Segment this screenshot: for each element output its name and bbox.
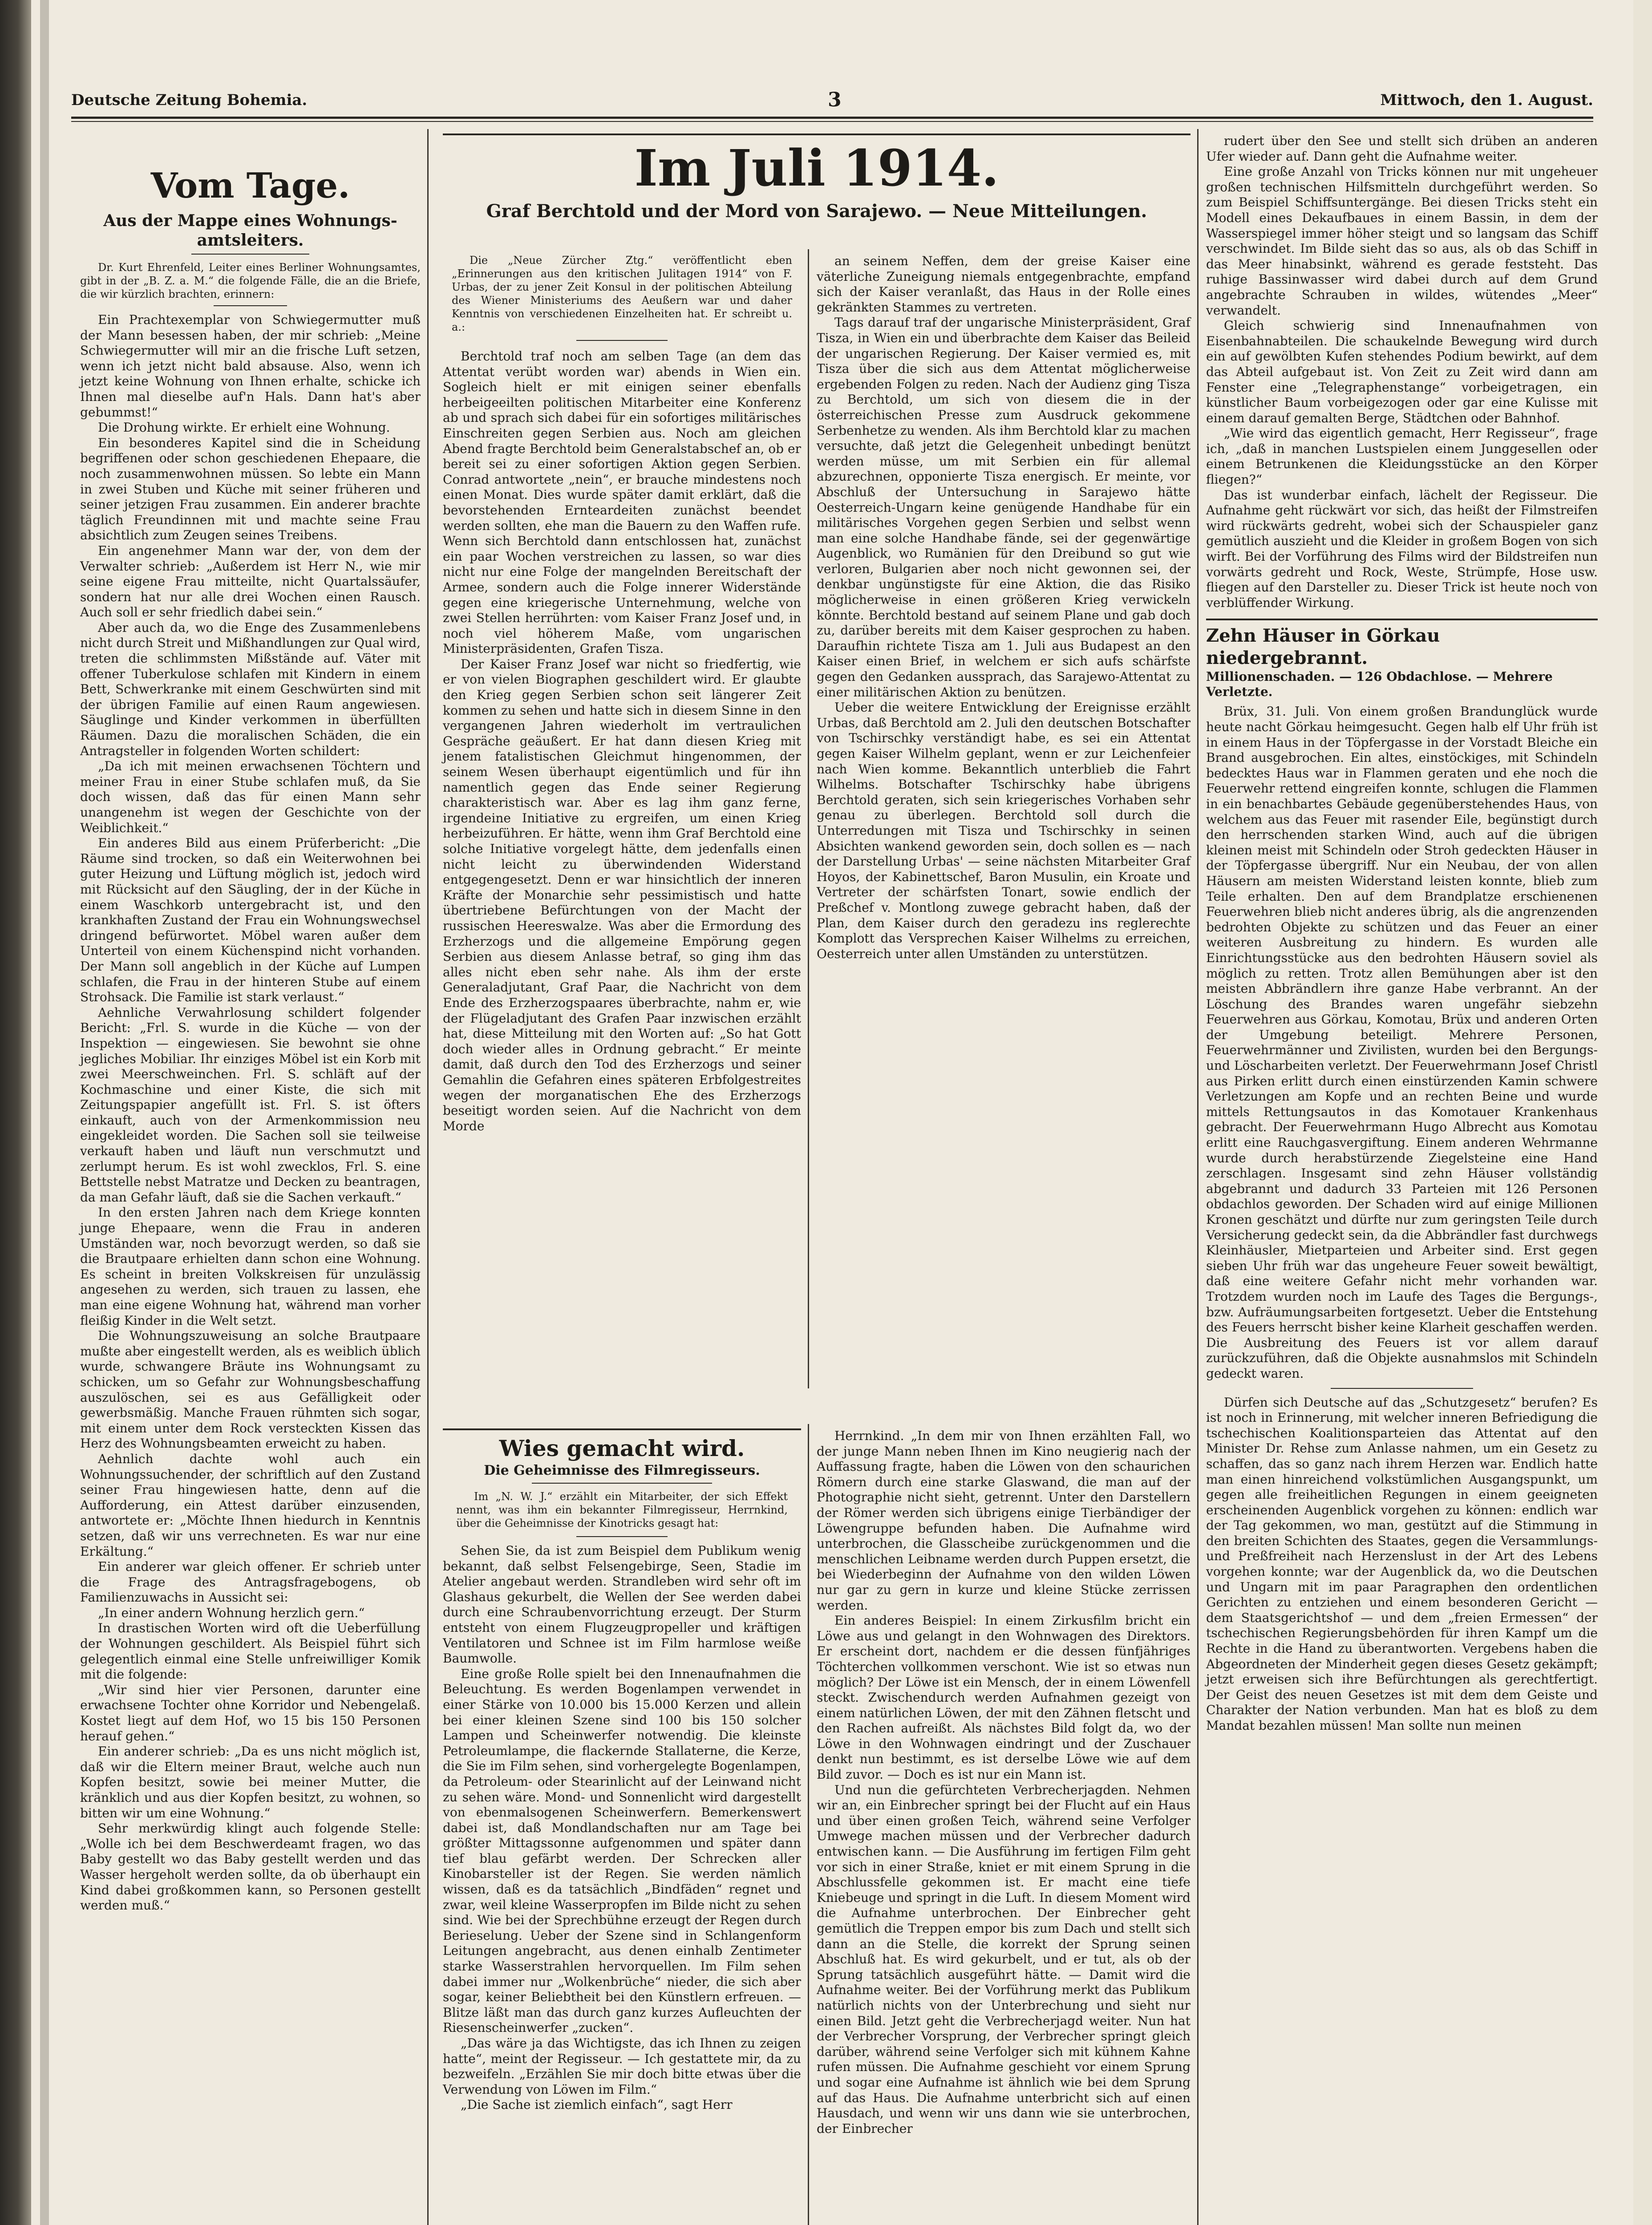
- goerkau-top-rule: [1206, 619, 1598, 620]
- header-date: Mittwoch, den 1. August.: [1380, 91, 1593, 109]
- schutzgesetz-body: [1206, 1395, 1598, 1734]
- vom-tage-paragraph: „In einer andern Wohnung herzlich gern.“: [98, 1605, 365, 1620]
- column-1: [80, 134, 421, 1914]
- vom-tage-subtitle: Aus der Mappe eines Wohnungs- amtsleiters.: [103, 211, 397, 250]
- film-end-paragraph: Das ist wunderbar einfach, lächelt der Regisseur. Die Aufnahme geht rückwärt vor sich, das heißt der Filmstreifen wird rückwärts gedreht, wobei sich der Schauspieler ganz gemütlich auszieht und die Kleider in großem Bogen von sich wirft. Bei der Vorführung des Films wird der Bildstreifen nun vorwärts gedreht und Rock, Weste, Strümpfe, Hose usw. fliegen auf den Darsteller zu. Dieser Trick ist heute noch von verblüffender Wirkung.: [1206, 487, 1598, 610]
- juli-1914-cont-paragraph: Tags darauf traf der ungarische Ministerpräsident, Graf Tisza, in Wien ein und überbrachte dem Kaiser das Beileid der ungarischen Regierung. Der Kaiser vermied es, mit Tisza über die sich aus dem Attentat möglicherweise ergebenden Folgen zu reden. Nach der Audienz ging Tisza zu Berchtold, um sich von diesem die in der österreichischen Presse zum Ausdruck gekommene Serbenhetze zu wenden. Als ihm Berchtold klar zu machen versuchte, daß jetzt die Gelegenheit unbedingt benützt werden müsse, um mit Serbien ein für allemal abzurechnen, opponierte Tisza energisch. Er meinte, vor Abschluß der Untersuchung in Sarajewo hätte Oesterreich-Ungarn keine genügende Handhabe für ein militärisches Vorgehen gegen Serbien und selbst wenn man eine solche Handhabe fände, sei der gegenwärtige Augenblick, wo Rumänien für den Dreibund so gut wie verloren, Bulgarien aber noch nicht gewonnen sei, der denkbar ungünstigste für eine Aktion, die das Risiko möglicherweise in einen größeren Krieg verwickeln könnte. Berchtold bestand auf seinem Plane und gab doch zu, darüber bereits mit dem Kaiser gesprochen zu haben. Daraufhin richtete Tisza am 1. Juli aus Budapest an den Kaiser einen Brief, in welchem er sich aufs schärfste gegen den Gedanken aussprach, das Sarajewo-Attentat zu einer militärischen Aktion zu benützen.: [817, 315, 1190, 700]
- film-end: [1206, 134, 1598, 611]
- vom-tage-body: [80, 312, 421, 1914]
- vom-tage-paragraph: Aehnlich dachte wohl auch ein Wohnungssuchender, der schriftlich auf den Zustand seiner Frau hingewiesen hatte, denn auf die Aufforderung, ein Attest darüber einzusenden, antwortete er: „Möchte Ihnen hiedurch in Kenntnis setzen, daß wir uns verrechneten. Es war nur eine Erkältung.“: [80, 1451, 421, 1559]
- juli-1914-title: Im Juli 1914.: [634, 139, 999, 198]
- schutzgesetz-paragraph: Dürfen sich Deutsche auf das „Schutzgesetz“ berufen? Es ist noch in Erinnerung, mit welcher inneren Befriedigung die tschechischen Koalitionsparteien das Attentat auf den Minister Dr. Rehse zum Anlasse nahmen, um ein Gesetz zu schaffen, das so ganz nach ihrem Herzen war. Endlich hatte man einen hinreichend volkstümlichen Ausgangspunkt, um gegen alle freiheitlichen Regungen in einem geeigneten erscheinenden Augenblick vorgehen zu können: endlich war der Tag gekommen, wo man, gestützt auf die Stimmung in den breiten Schichten des Staates, gegen die Versammlungs- und Preßfreiheit nach Herzenslust in der Art des Lebens vorgehen konnte; war der Augenblick da, wo die Deutschen und Ungarn mit im paar Paragraphen den ordentlichen Gerichten zu entziehen und einem besonderen Gericht — dem Staatsgerichtshof — und dem „freien Ermessen“ der tschechischen Regierungsbehörden für ihren Kampf um die Rechte in die Hand zu überantworten. Vergebens haben die Abgeordneten der Minderheit gegen dieses Gesetz gekämpft; jetzt erweisen sich ihre Befürchtungen als gerechtfertigt. Der Geist des neuen Gesetzes ist mit dem dem Geiste und Charakter der Nation verbunden. Man hat es bloß zu dem Mandat bezahlen müssen! Man sollte nun meinen: [1206, 1395, 1598, 1733]
- vom-tage-paragraph: Ein Prachtexemplar von Schwiegermutter muß der Mann besessen haben, der mir schrieb: „Meine Schwiegermutter will mir an die frische Luft setzen, wenn ich jetzt nicht bald absause. Also, wenn ich jetzt keine Wohnung von Ihnen erhalte, schicke ich Ihnen mal dieselbe auf'n Hals. Dann hat's aber gebummst!“: [80, 312, 421, 420]
- goerkau-paragraph: Brüx, 31. Juli. Von einem großen Brandunglück wurde heute nacht Görkau heimgesucht. Gegen halb elf Uhr früh ist in einem Haus in der Töpfergasse in der Vorstadt Bleiche ein Brand ausgebrochen. Ein altes, einstöckiges, mit Schindeln bedecktes Haus war in Flammen geraten und ehe noch die Feuerwehr rettend eingreifen konnte, schlugen die Flammen in ein benachbartes Gebäude gegenüberstehendes Haus, von welchem aus das Feuer mit rasender Eile, begünstigt durch den herrschenden starken Wind, auch auf die übrigen kleinen meist mit Schindeln oder Stroh gedeckten Häuser in der Töpfergasse übergriff. Nur ein Neubau, der von allen Häusern am meisten Widerstand leisten konnte, blieb zum Teile erhalten. Den auf dem Brandplatze erschienenen Feuerwehren blieb nicht anderes übrig, als die angrenzenden bedrohten Objekte zu schützen und das Feuer an einer weiteren Ausbreitung zu hindern. Es wurden alle Einrichtungsstücke aus den bedrohten Häusern soviel als möglich zu retten. Trotz allen Bemühungen aber ist den meisten Abbrändlern ihre ganze Habe verbrannt. An der Löschung des Brandes waren ungefähr siebzehn Feuerwehren aus Görkau, Komotau, Brüx und anderen Orten der Umgebung beteiligt. Mehrere Personen, Feuerwehrmänner und Zivilisten, wurden bei den Bergungs- und Löscharbeiten verletzt. Der Feuerwehrmann Josef Christl aus Pirken erlitt durch einen einstürzenden Kamin schwere Verletzungen am Kopfe und an rechten Beine und wurde mittels Rettungsautos in das Komotauer Krankenhaus gebracht. Der Feuerwehrmann Hugo Albrecht aus Komotau erlitt eine Rauchgasvergiftung. Einem anderen Wehrmanne wurde durch herabstürzende Ziegelsteine eine Hand zerschlagen. Insgesamt sind zehn Häuser vollständig abgebrannt und dadurch 33 Parteien mit 126 Personen obdachlos geworden. Der Schaden wird auf einige Millionen Kronen geschätzt und dürfte nur zum geringsten Teile durch Versicherung gedeckt sein, da die Abbrändler fast durchwegs Kleinhäusler, Mietparteien und Arbeiter sind. Erst gegen sieben Uhr früh war das ungeheure Feuer soweit bewältigt, daß eine weitere Gefahr nicht mehr vorhanden war. Trotzdem wurden noch im Laufe des Tages die Bergungs-, bzw. Aufräumungsarbeiten fortgesetzt. Ueber die Entstehung des Feuers herrscht bisher keine Klarheit geschaffen werden. Die Ausbreitung des Feuers ist vor allem darauf zurückzuführen, daß die Objekte ausnahmslos mit Schindeln gedeckt waren.: [1206, 704, 1598, 1381]
- film-cont-paragraph: Und nun die gefürchteten Verbrecherjagden. Nehmen wir an, ein Einbrecher springt bei der Flucht auf ein Haus und über einen großen Teich, während seine Verfolger Umwege machen müssen und der Verbrecher dadurch entwischen kann. — Die Ausführung im fertigen Film geht vor sich in einer Straße, kniet er mit einem Sprung in die Abschlussfelle gekommen ist. Er macht eine tiefe Kniebeuge und springt in die Luft. In diesem Moment wird die Aufnahme unterbrochen. Der Einbrecher geht gemütlich die Treppen empor bis zum Dach und stellt sich dann an die Stelle, die korrekt der Sprung seinen Abschluß hat. Es wird gekurbelt, und er tut, als ob der Sprung tatsächlich ausgeführt hätte. — Damit wird die Aufnahme weiter. Bei der Vorführung merkt das Publikum natürlich nichts von der Unterbrechung und sieht nur einen Bild. Jetzt geht die Verbrecherjagd weiter. Nun hat der Verbrecher Vorsprung, der Verbrecher springt gleich darüber, während seine Verfolger sich mit kühnem Kahne rufen müssen. Die Aufnahme geschieht vor einem Sprung und sogar eine Aufnahme ist ähnlich wie bei dem Sprung auf das Haus. Die Aufnahme unterbricht sich auf einen Hausdach, und wenn wir uns dann wie sie unterbrochen, der Einbrecher: [817, 1782, 1190, 2136]
- schutzgesetz-rule: [1331, 1388, 1473, 1389]
- juli-1914-subtitle: Graf Berchtold und der Mord von Sarajewo. — Neue Mitteilungen.: [486, 201, 1147, 222]
- juli-1914-cont-paragraph: an seinem Neffen, dem der greise Kaiser eine väterliche Zuneigung niemals entgegenbrachte, empfand sich der Kaiser veranlaßt, das Haus in der Rolle eines gekränkten Stammes zu vertreten.: [817, 254, 1190, 315]
- column-5: [1206, 134, 1598, 1734]
- film-paragraph: Eine große Rolle spielt bei den Innenaufnahmen die Beleuchtung. Es werden Bogenlampen verwendet in einer Stärke von 10.000 bis 15.000 Kerzen und allein bei einer kleinen Szene sind 100 bis 150 solcher Lampen und Scheinwerfer notwendig. Die kleinste Petroleumlampe, die flackernde Stallaterne, die Kerze, die Sie im Film sehen, sind vorhergelegte Bogenlampen, da Petroleum- oder Stearinlicht auf der Leinwand nicht zu sehen wäre. Mond- und Sonnenlicht wird dargestellt von ebenmalsogenen Scheinwerfern. Bemerkenswert dabei ist, daß Mondlandschaften nur am Tage bei größter Mittagssonne aufgenommen und später dann tief blau gefärbt werden. Der Schrecken aller Kinobarsteller ist der Regen. Sie werden nämlich wissen, daß es da tatsächlich „Bindfäden“ regnet und zwar, weil kleine Wasserpropfen im Bilde nicht zu sehen sind. Wie bei der Sprechbühne erzeugt der Regen durch Berieselung. Ueber der Szene sind in Schlangenform Leitungen angebracht, aus denen einhalb Zentimeter starke Wasserstrahlen hervorquellen. Im Film sehen dabei immer nur „Wolkenbrüche“ nieder, die sich aber sogar, keiner Beliebtheit bei den Künstlern erfreuen. — Blitze läßt man das durch ganz kurzes Aufleuchten der Riesenscheinwerfer „zucken“.: [443, 1666, 802, 2035]
- intro-rule: [214, 305, 287, 306]
- vom-tage-paragraph: Die Wohnungszuweisung an solche Brautpaare mußte aber eingestellt werden, als es weiblich üblich wurde, schwangere Bräute ins Wohnungsamt zu schicken, um so Gefahr zur Wohnungsbeschaffung auszulöschen, sei es aus Gefälligkeit oder gewerbsmäßig. Manche Frauen rühmten sich sogar, mit einem unter dem Rock versteckten Kissen das Herz des Wohnungsbeamten erweicht zu haben.: [80, 1328, 421, 1451]
- film-body: [443, 1543, 801, 2113]
- vom-tage-paragraph: In drastischen Worten wird oft die Ueberfüllung der Wohnungen geschildert. Als Beispiel führt sich gelegentlich einmal eine Stelle unfreiwilliger Komik mit die folgende:: [80, 1621, 421, 1682]
- vom-tage-paragraph: „Da ich mit meinen erwachsenen Töchtern und meiner Frau in einer Stube schlafen muß, da Sie doch wissen, daß das für einen Mann sehr unangenehm ist wegen der Geschichte von der Weiblichkeit.“: [80, 759, 421, 835]
- vom-tage-paragraph: Die Drohung wirkte. Er erhielt eine Wohnung.: [98, 420, 390, 435]
- juli-1914-paragraph: Der Kaiser Franz Josef war nicht so friedfertig, wie er von vielen Biographen geschildert wird. Er glaubte den Krieg gegen Serbien schon seit längerer Zeit kommen zu sehen und hatte sich in diesem Sinne in den vergangenen Jahren wiederholt im vertraulichen Gespräche geäußert. Er hat dann diesen Krieg mit jenem fatalistischen Gleichmut hingenommen, der seinem Wesen überhaupt eigentümlich und für ihn namentlich gegen das Ende seiner Regierung charakteristisch war. Aber es lag ihm ganz ferne, irgendeine Initiative zu ergreifen, um einen Krieg herbeizuführen. Er hätte, wenn ihm Graf Berchtold eine solche Initiative vorgelegt hätte, dem jedenfalls einen nicht leicht zu überwindenden Widerstand entgegengesetzt. Denn er war hinsichtlich der inneren Kräfte der Monarchie sehr pessimistisch und hatte übertriebene Befürchtungen von der Macht der russischen Heereswalze. Was aber die Ermordung des Erzherzogs und die allgemeine Empörung gegen Serbien aus diesem Anlasse betraf, so ging ihm das alles nicht eben sehr nahe. Als ihm der erste Generaladjutant, Graf Paar, die Nachricht von dem Ende des Erzherzogspaares überbrachte, nahm er, wie der Flügeladjutant des Grafen Paar inzwischen erzählt hat, diese Mitteilung mit den Worten auf: „So hat Gott doch wieder alles in Ordnung gebracht.“ Er meinte damit, daß durch den Tod des Erzherzogs und seiner Gemahlin die Gefahren eines späteren Erbfolgestreites wegen der morganatischen Ehe des Erzherzogs beseitigt worden seien. Auf die Nachricht von dem Morde: [443, 656, 801, 1133]
- juli-1914-cont-paragraph: Ueber die weitere Entwicklung der Ereignisse erzählt Urbas, daß Berchtold am 2. Juli den deutschen Botschafter von Tschirschky verständigt habe, es sei ein Attentat gegen Kaiser Wilhelm geplant, wenn er zur Leichenfeier nach Wien komme. Bekanntlich unterblieb die Fahrt Wilhelms. Botschafter Tschirschky habe übrigens Berchtold geraten, sich sein kriegerisches Vorhaben sehr genau zu überlegen. Berchtold soll durch die Unterredungen mit Tisza und Tschirschky in seinen Absichten wankend geworden sein, doch sollen es — nach der Darstellung Urbas' — seine nächsten Mitarbeiter Graf Hoyos, der Kabinettschef, Baron Musulin, ein Kroate und Vertreter der schärfsten Tonart, sowie endlich der Preßchef v. Montlong zuwege gebracht haben, daß der Plan, dem Kaiser durch den geradezu ins reglerechte Komplott das Versprechen Kaiser Wilhelms zu erreichen, Oesterreich unter allen Umständen zu unterstützen.: [817, 700, 1190, 961]
- juli-1914-col-a: [443, 254, 801, 1134]
- juli-1914-col-b: [817, 254, 1190, 962]
- goerkau-body: [1206, 704, 1598, 1381]
- film-end-paragraph: Gleich schwierig sind Innenaufnahmen von Eisenbahnabteilen. Die schaukelnde Bewegung wird durch ein auf gewölbten Kufen stehendes Podium bewirkt, auf dem das Abteil aufgebaut ist. Von Zeit zu Zeit wird dann am Fenster eine „Telegraphenstange“ vorbeigetragen, ein künstlicher Baum vorbeigezogen oder gar eine Kulisse mit einem darauf gemalten Berge, Städtchen oder Bahnhof.: [1206, 318, 1598, 425]
- film-top-rule: [443, 1428, 801, 1430]
- column-divider-1: [427, 129, 429, 2225]
- vom-tage-paragraph: Ein anderer schrieb: „Da es uns nicht möglich ist, daß wir die Eltern meiner Braut, welche auch nun Kopfen besitzt, sowie bei meiner Mutter, die kränklich und aus dier Kopfen besitzt, zu wohnen, so bitten wir um eine Wohnung.“: [80, 1744, 421, 1820]
- film-paragraph: „Die Sache ist ziemlich einfach“, sagt Herr: [461, 2097, 733, 2112]
- vom-tage-paragraph: Sehr merkwürdig klingt auch folgende Stelle: „Wolle ich bei dem Beschwerdeamt fragen, wo das Baby gestellt wo das Baby gestellt werden und das Wasser hergeholt werden sollte, da ob überhaupt ein Kind dabei großkommen kann, so Personen gestellt werden muß.“: [80, 1821, 421, 1913]
- juli-1914-continuation: [817, 254, 1190, 962]
- film-title: Wies gemacht wird.: [499, 1435, 745, 1461]
- column-divider-3b: [808, 249, 809, 1388]
- vom-tage-paragraph: Ein besonderes Kapitel sind die in Scheidung begriffenen oder schon geschiedenen Ehepaare, die noch zusammenwohnen müssen. So lebte ein Mann in zwei Stuben und Küche mit seiner früheren und seiner jetzigen Frau zusammen. Ein anderer brachte täglich Freundinnen mit und machte seine Frau absichtlich zum Zeugen seines Treibens.: [80, 435, 421, 543]
- film-cont-paragraph: Ein anderes Beispiel: In einem Zirkusfilm bricht ein Löwe aus und gelangt in den Wohnwagen des Direktors. Er erscheint dort, nachdem er die dessen fünfjähriges Töchterchen vollkommen verschont. Wie ist so etwas nun möglich? Der Löwe ist ein Mensch, der in einem Löwenfell steckt. Zwischendurch werden Aufnahmen gezeigt von einem natürlichen Löwen, der mit den Zähnen fletscht und den Rachen aufreißt. Als nächstes Bild folgt da, wo der Löwe in den Wohnwagen eindringt und der Zuschauer denkt nun bestimmt, es ist derselbe Löwe wie auf dem Bild zuvor. — Doch es ist nur ein Mann ist.: [817, 1613, 1190, 1782]
- subtitle-rule: [191, 254, 309, 255]
- header-rule: [71, 117, 1593, 119]
- juli-1914-paragraph: Berchtold traf noch am selben Tage (an dem das Attentat verübt worden war) abends in Wien ein. Sogleich hielt er mit einigen seiner ebenfalls herbeigeeilten politischen Mitarbeiter eine Konferenz ab und sprach sich dabei für ein sofortiges militärisches Einschreiten gegen Serbien aus. Noch am gleichen Abend fragte Berchtold beim Generalstabschef an, ob er bereit sei zu einer sofortigen Aktion gegen Serbien. Conrad antwortete „nein“, er brauche mindestens noch einen Monat. Dies wurde später damit erklärt, daß die bevorstehenden Ernteardeiten zunächst beendet werden sollten, ehe man die Bauern zu den Waffen rufe. Wenn sich Berchtold dann entschlossen hat, zunächst ein paar Wochen verstreichen zu lassen, so war dies nicht nur eine Folge der mangelnden Bereitschaft der Armee, sondern auch die Folge innerer Widerstände gegen eine kriegerische Unternehmung, welche von zwei Stellen herrührten: vom Kaiser Franz Josef und, in noch viel höherem Maße, vom ungarischen Ministerpräsidenten, Grafen Tisza.: [443, 349, 801, 656]
- film-subtitle: Die Geheimnisse des Filmregisseurs.: [484, 1463, 760, 1478]
- vom-tage-title: Vom Tage.: [150, 166, 350, 206]
- vom-tage-paragraph: Ein anderes Bild aus einem Prüferbericht: „Die Räume sind trocken, so daß ein Weiterwohnen bei guter Heizung und Lüftung möglich ist, jedoch wird mit Rücksicht auf den Säugling, der in der Küche in einem Waschkorb untergebracht ist, und den krankhaften Zustand der Frau ein Wohnungswechsel dringend befürwortet. Möbel waren außer dem Unterteil von einem Küchenspind nicht vorhanden. Der Mann soll angeblich in der Küche auf Lumpen schlafen, die Frau in der hinteren Stube auf einem Strohsack. Die Familie ist stark verlaust.“: [80, 836, 421, 1005]
- film-continuation: [817, 1428, 1190, 2136]
- juli-1914-header-block: [443, 134, 1190, 222]
- vom-tage-intro: Dr. Kurt Ehrenfeld, Leiter eines Berliner Wohnungsamtes, gibt in der „B. Z. a. M.“ die folgende Fälle, die an die Briefe, die wir kürzlich brachten, erinnern:: [80, 261, 421, 300]
- column-divider-2: [1197, 129, 1199, 2225]
- juli-1914-intro: Die „Neue Zürcher Ztg.“ veröffentlicht eben „Erinnerungen aus den kritischen Julitagen 1914“ von F. Urbas, der zu jener Zeit Konsul in der politischen Abteilung des Wiener Ministeriums des Aeußern war und daher Kenntnis von verschiedenen Einzelheiten hat. Er schreibt u. a.:: [452, 254, 792, 333]
- vom-tage-paragraph: Ein anderer war gleich offener. Er schrieb unter die Frage des Antragsfragebogens, ob Familienzuwachs in Aussicht sei:: [80, 1559, 421, 1605]
- film-intro-rule: [576, 1536, 668, 1537]
- vom-tage-paragraph: Aber auch da, wo die Enge des Zusammenlebens nicht durch Streit und Mißhandlungen zur Qual wird, treten die schlimmsten Mißstände auf. Väter mit offener Tuberkulose schlafen mit Kindern in einem Bett, Schwerkranke mit einem Geschwürten sind mit der übrigen Familie auf einen Raum angewiesen. Säuglinge und Kinder verkommen in überfüllten Räumen. Dazu die moralischen Schäden, die ein Antragsteller in folgenden Worten schildert:: [80, 620, 421, 758]
- vom-tage-paragraph: Ein angenehmer Mann war der, von dem der Verwalter schrieb: „Außerdem ist Herr N., wie mir seine eigene Frau mitteilte, nicht Quartalssäufer, sondern hat nur alle drei Wochen einen Rausch. Auch soll er sehr friedlich dabei sein.“: [80, 543, 421, 620]
- header-page-number: 3: [828, 89, 842, 111]
- goerkau-subtitle: Millionenschaden. — 126 Obdachlose. — Mehrere Verletzte.: [1206, 669, 1553, 700]
- article-top-rule: [443, 134, 1190, 135]
- film-end-paragraph: Eine große Anzahl von Tricks können nur mit ungeheuer großen technischen Hilfsmitteln durchgeführt werden. So zum Beispiel Schiffsuntergänge. Bei diesen Tricks steht ein Modell eines Dekaufbaues in einem Bassin, in dem der Wasserspiegel immer höher steigt und so langsam das Schiff verschwindet. Im Bilde sieht das so aus, als ob das Schiff in das Meer hinabsinkt, während es gerade feststeht. Das ruhige Bassinwasser wird dabei durch auf dem Grund angebrachte Schrauben in wildes, wütendes „Meer“ verwandelt.: [1206, 164, 1598, 318]
- film-paragraph: „Das wäre ja das Wichtigste, das ich Ihnen zu zeigen hatte“, meint der Regisseur. — Ich gestattete mir, da zu bezweifeln. „Erzählen Sie mir doch bitte etwas über die Verwendung von Löwen im Film.“: [443, 2036, 801, 2097]
- vom-tage-paragraph: In den ersten Jahren nach dem Kriege konnten junge Ehepaare, wenn die Frau in anderen Umständen war, noch bevorzugt werden, so daß sie die Brautpaare erhielten dann schon eine Wohnung. Es scheint in breiten Volkskreisen für unzulässig angesehen zu werden, sich trauen zu lassen, ehe man eine eigene Wohnung hat, während man vorher fleißig Kinder in die Welt setzt.: [80, 1205, 421, 1328]
- header-newspaper-name: Deutsche Zeitung Bohemia.: [71, 91, 308, 109]
- juli-intro-rule: [576, 340, 668, 341]
- header-rule-thin: [71, 121, 1593, 122]
- vom-tage-paragraph: „Wir sind hier vier Personen, darunter eine erwachsene Tochter ohne Korridor und Nebengelaß. Kostet liegt auf dem Hof, wo 15 bis 150 Personen herauf gehen.“: [80, 1682, 421, 1744]
- goerkau-title: Zehn Häuser in Görkau niedergebrannt.: [1206, 625, 1440, 669]
- vom-tage-paragraph: Aehnliche Verwahrlosung schildert folgender Bericht: „Frl. S. wurde in die Küche — von der Inspektion — eingewiesen. Sie bewohnt sie ohne jegliches Mobiliar. Ihr einziges Möbel ist ein Korb mit zwei Meerschweinchen. Frl. S. schläft auf der Kochmaschine und einer Kiste, die sich mit Zeitungspapier angefüllt ist. Frl. S. ist öfters einkauft, auch von der Armenkommission neu eingekleidet worden. Die Sachen soll sie teilweise verkauft haben und läuft nun verschmutzt und zerlumpt herum. Es ist wohl zwecklos, Frl. S. eine Bettstelle nebst Matratze und Decken zu beantragen, da man Gefahr läuft, daß sie die Sachen verkauft.“: [80, 1005, 421, 1205]
- page-header: [71, 91, 1593, 118]
- film-end-paragraph: „Wie wird das eigentlich gemacht, Herr Regisseur“, frage ich, „daß in manchen Lustspielen einem Junggesellen oder einem Betrunkenen die Kleidungsstücke an den Körper fliegen?“: [1206, 426, 1598, 487]
- film-article-continued: [817, 1428, 1190, 2136]
- film-end-paragraph: rudert über den See und stellt sich drüben an anderen Ufer wieder auf. Dann geht die Aufnahme weiter.: [1206, 134, 1598, 164]
- film-article: [443, 1428, 801, 2113]
- page-gutter-shadow: [40, 0, 49, 2225]
- film-subtitle-rule: [532, 1483, 712, 1484]
- juli-1914-body: [443, 349, 801, 1134]
- film-intro: Im „N. W. J.“ erzählt ein Mitarbeiter, der sich Effekt nennt, was ihm ein bekannter Filmregisseur, Herrnkind, über die Geheimnisse der Kinotricks gesagt hat:: [456, 1490, 788, 1529]
- film-paragraph: Sehen Sie, da ist zum Beispiel dem Publikum wenig bekannt, daß selbst Felsengebirge, Seen, Stadie im Atelier angebaut werden. Strandleben wird sehr oft im Glashaus gekurbelt, die Wellen der See werden dabei durch eine Schraubenvorrichtung erzeugt. Der Sturm entsteht von einem Flugzeugpropeller und kräftigen Ventilatoren und Schnee ist im Film harmlose weiße Baumwolle.: [443, 1543, 801, 1666]
- column-divider-3: [808, 1424, 809, 2225]
- film-cont-paragraph: Herrnkind. „In dem mir von Ihnen erzählten Fall, wo der junge Mann neben Ihnen im Kino neugierig nach der Auffassung fragte, haben die Löwen von den schaurichen Römern durch eine starke Glaswand, die man auf der Photographie nicht sieht, getrennt. Unter den Darstellern der Römer werden sich übrigens einige Tierbändiger der Löwengruppe befunden haben. Die Aufnahme wird unterbrochen, die Glasscheibe zurückgenommen und die menschlichen Leibname werden durch Puppen ersetzt, die bei Wiederbeginn der Aufnahme von den wilden Löwen nur gar zu gern in kurze und kleine Stücke zerrissen werden.: [817, 1428, 1190, 1613]
